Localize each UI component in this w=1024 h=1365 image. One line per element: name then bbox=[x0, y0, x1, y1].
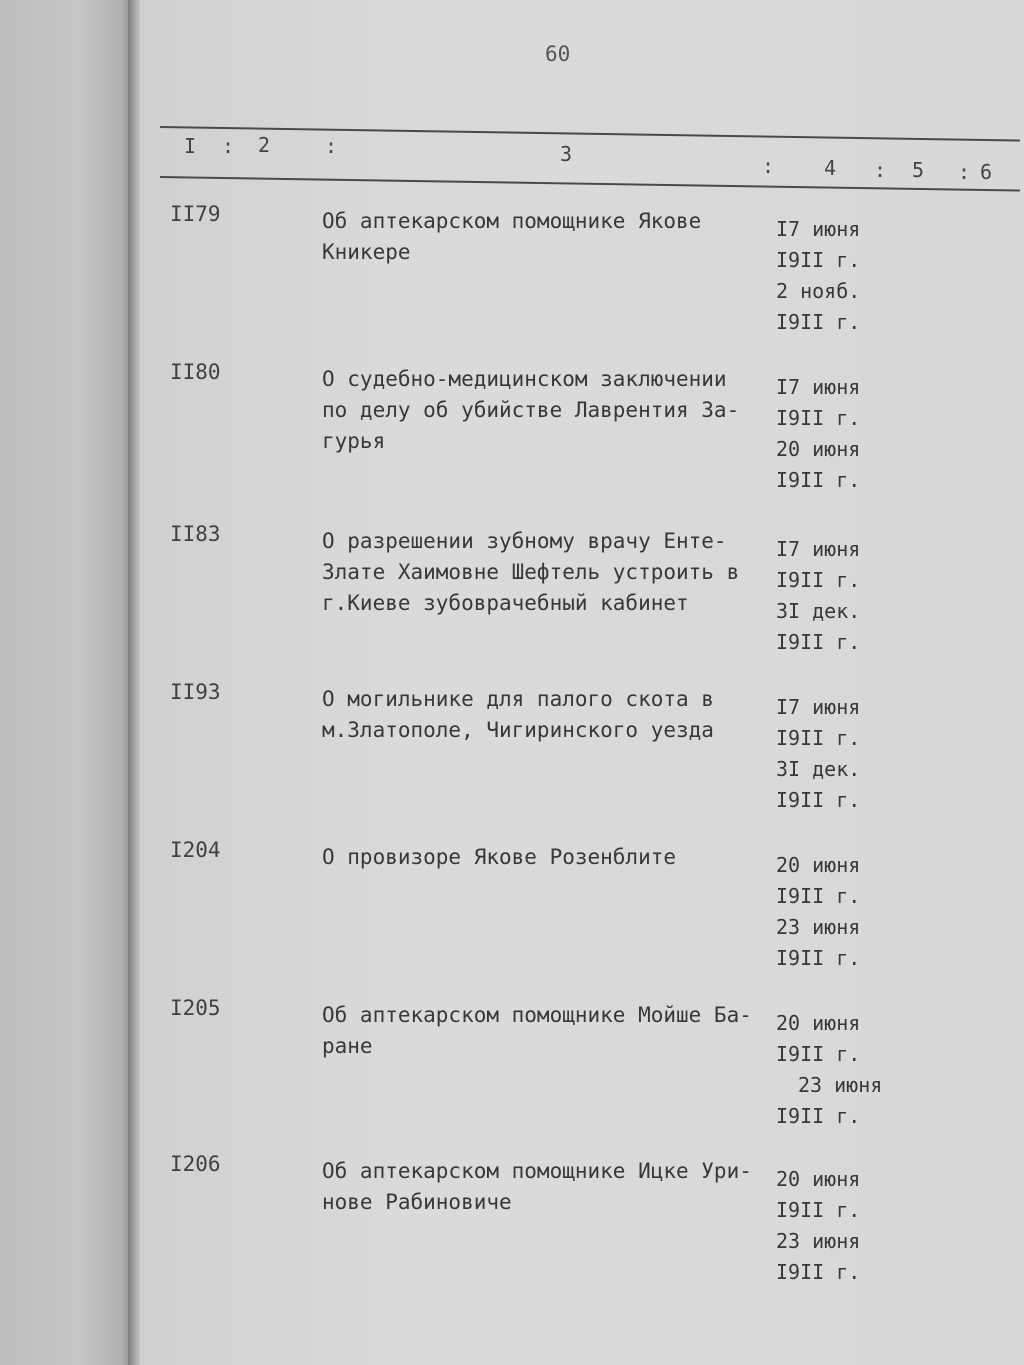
entry-dates bbox=[776, 692, 896, 816]
date-line: I9II г. bbox=[776, 788, 861, 812]
column-header-6: 6 bbox=[980, 160, 993, 184]
date-line: I9II г. bbox=[776, 726, 861, 750]
date-line: I9II г. bbox=[776, 568, 861, 592]
date-line: 20 июня bbox=[776, 853, 861, 877]
entry-number: II83 bbox=[170, 522, 221, 546]
entry-number: I206 bbox=[170, 1152, 221, 1176]
column-separator: : bbox=[762, 154, 775, 178]
column-header-5: 5 bbox=[912, 158, 925, 182]
date-line: 3I дек. bbox=[776, 599, 861, 623]
date-line: I9II г. bbox=[776, 468, 861, 492]
date-line: 23 июня bbox=[776, 915, 861, 939]
entry-title: О разрешении зубному врачу Енте- Злате Хаимовне Шефтель устроить в г.Киеве зубоврачебный кабинет bbox=[322, 529, 740, 615]
date-line: I9II г. bbox=[776, 248, 861, 272]
entry-dates bbox=[776, 214, 896, 338]
entry-dates bbox=[776, 850, 896, 974]
date-line: I9II г. bbox=[776, 1104, 861, 1128]
entry-number: II79 bbox=[170, 202, 221, 226]
entry-dates bbox=[776, 372, 896, 496]
entry-title: Об аптекарском помощнике Ицке Ури- нове Рабиновиче bbox=[322, 1159, 752, 1214]
date-line: I7 июня bbox=[776, 375, 861, 399]
date-line: I9II г. bbox=[776, 1198, 861, 1222]
date-line: 20 июня bbox=[776, 1011, 861, 1035]
entry-title: Об аптекарском помощнике Якове Кникере bbox=[322, 209, 702, 264]
date-line: 2 нояб. bbox=[776, 279, 861, 303]
entry-dates bbox=[776, 534, 896, 658]
entry-title: О провизоре Якове Розенблите bbox=[322, 845, 677, 869]
date-line: I9II г. bbox=[776, 884, 861, 908]
date-line: 20 июня bbox=[776, 437, 861, 461]
date-line: I9II г. bbox=[776, 310, 861, 334]
entry-dates bbox=[776, 1164, 896, 1288]
entry-dates bbox=[776, 1008, 896, 1132]
column-header-3: 3 bbox=[560, 142, 573, 166]
header-rule-bottom bbox=[160, 176, 1020, 192]
date-line: I7 июня bbox=[776, 217, 861, 241]
date-line: I9II г. bbox=[776, 406, 861, 430]
date-line: 20 июня bbox=[776, 1167, 861, 1191]
entry-number: II80 bbox=[170, 360, 221, 384]
date-line: I9II г. bbox=[776, 1042, 861, 1066]
entry-number: I204 bbox=[170, 838, 221, 862]
document-page bbox=[140, 0, 1024, 1365]
column-header-4: 4 bbox=[824, 156, 837, 180]
date-line: I9II г. bbox=[776, 946, 861, 970]
page-number: 60 bbox=[545, 42, 571, 66]
column-header-1: I bbox=[184, 134, 197, 158]
date-line: 23 июня bbox=[798, 1073, 883, 1097]
date-line: I9II г. bbox=[776, 630, 861, 654]
left-page-edge bbox=[0, 0, 132, 1365]
date-line: 23 июня bbox=[776, 1229, 861, 1253]
date-line: 3I дек. bbox=[776, 757, 861, 781]
column-header-2: 2 bbox=[258, 133, 271, 157]
entry-number: I205 bbox=[170, 996, 221, 1020]
date-line: I9II г. bbox=[776, 1260, 861, 1284]
entry-title: О судебно-медицинском заключении по делу об убийстве Лаврентия За- гурья bbox=[322, 367, 740, 453]
entry-number: II93 bbox=[170, 680, 221, 704]
date-line: I7 июня bbox=[776, 695, 861, 719]
column-separator: : bbox=[874, 158, 887, 182]
column-separator: : bbox=[325, 134, 338, 158]
header-rule-top bbox=[160, 126, 1020, 142]
entry-title: Об аптекарском помощнике Мойше Ба- ране bbox=[322, 1003, 752, 1058]
date-line: I7 июня bbox=[776, 537, 861, 561]
column-separator: : bbox=[222, 134, 235, 158]
column-separator: : bbox=[958, 160, 971, 184]
entry-title: О могильнике для палого скота в м.Златополе, Чигиринского уезда bbox=[322, 687, 714, 742]
